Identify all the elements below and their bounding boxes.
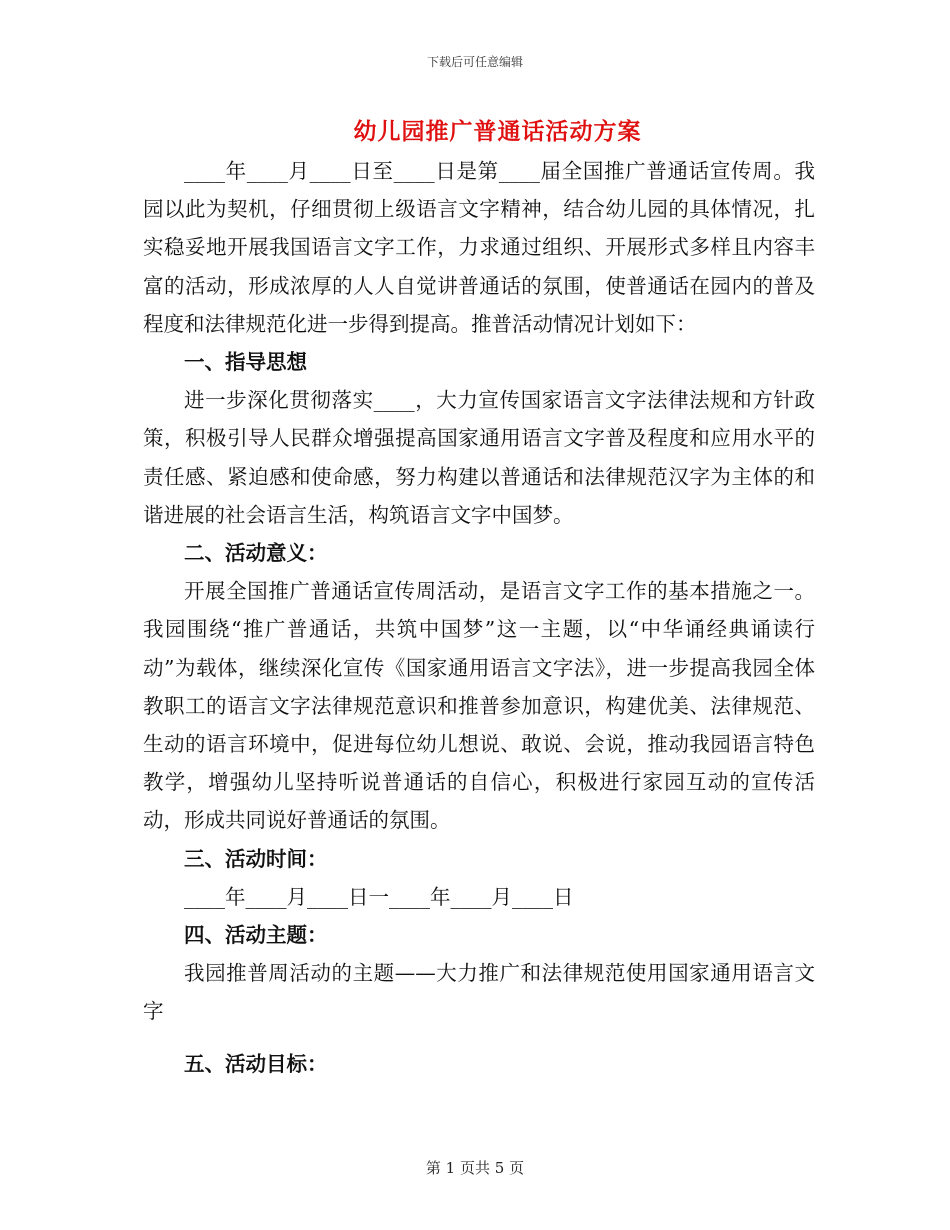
section-body-time: ____年____月____日一____年____月____日 bbox=[184, 884, 574, 909]
document-title: 幼儿园推广普通话活动方案 bbox=[353, 118, 642, 145]
section-heading-guiding-ideology: 一、指导思想 bbox=[184, 350, 307, 375]
section-heading-theme: 四、活动主题： bbox=[184, 923, 328, 948]
section-heading-goals: 五、活动目标： bbox=[184, 1051, 328, 1076]
section-body-guiding-ideology: 进一步深化贯彻落实____，大力宣传国家语言文字法律法规和方针政策，积极引导人民群众增强提高国家通用语言文字普及程度和应用水平的责任感、紧迫感和使命感，努力构建以普通话和法律规范汉字为主体的和谐进展的社会语言生活，构筑语言文字中国梦。 bbox=[143, 388, 815, 527]
document-body bbox=[143, 152, 815, 1083]
section-body-theme: 我园推普周活动的主题——大力推广和法律规范使用国家通用语言文字 bbox=[143, 961, 815, 1024]
section-heading-significance: 二、活动意义： bbox=[184, 541, 328, 566]
page-number: 第 1 页共 5 页 bbox=[425, 1159, 525, 1177]
header-note: 下载后可任意编辑 bbox=[426, 55, 523, 69]
section-body-significance: 开展全国推广普通话宣传周活动，是语言文字工作的基本措施之一。我园围绕“推广普通话，共筑中国梦”这一主题，以“中华诵经典诵读行动”为载体，继续深化宣传《国家通用语言文字法》，进一步提高我园全体教职工的语言文字法律规范意识和推普参加意识，构建优美、法律规范、生动的语言环境中，促进每位幼儿想说、敢说、会说，推动我园语言特色教学，增强幼儿坚持听说普通话的自信心，积极进行家园互动的宣传活动，形成共同说好普通话的氛围。 bbox=[143, 579, 815, 833]
intro-paragraph: ____年____月____日至____日是第____届全国推广普通话宣传周。我园以此为契机，仔细贯彻上级语言文字精神，结合幼儿园的具体情况，扎实稳妥地开展我国语言文字工作，力求通过组织、开展形式多样且内容丰富的活动，形成浓厚的人人自觉讲普通话的氛围，使普通话在园内的普及程度和法律规范化进一步得到提高。推普活动情况计划如下： bbox=[143, 159, 815, 336]
section-heading-time: 三、活动时间： bbox=[184, 846, 328, 871]
section-spacer bbox=[143, 1031, 815, 1045]
